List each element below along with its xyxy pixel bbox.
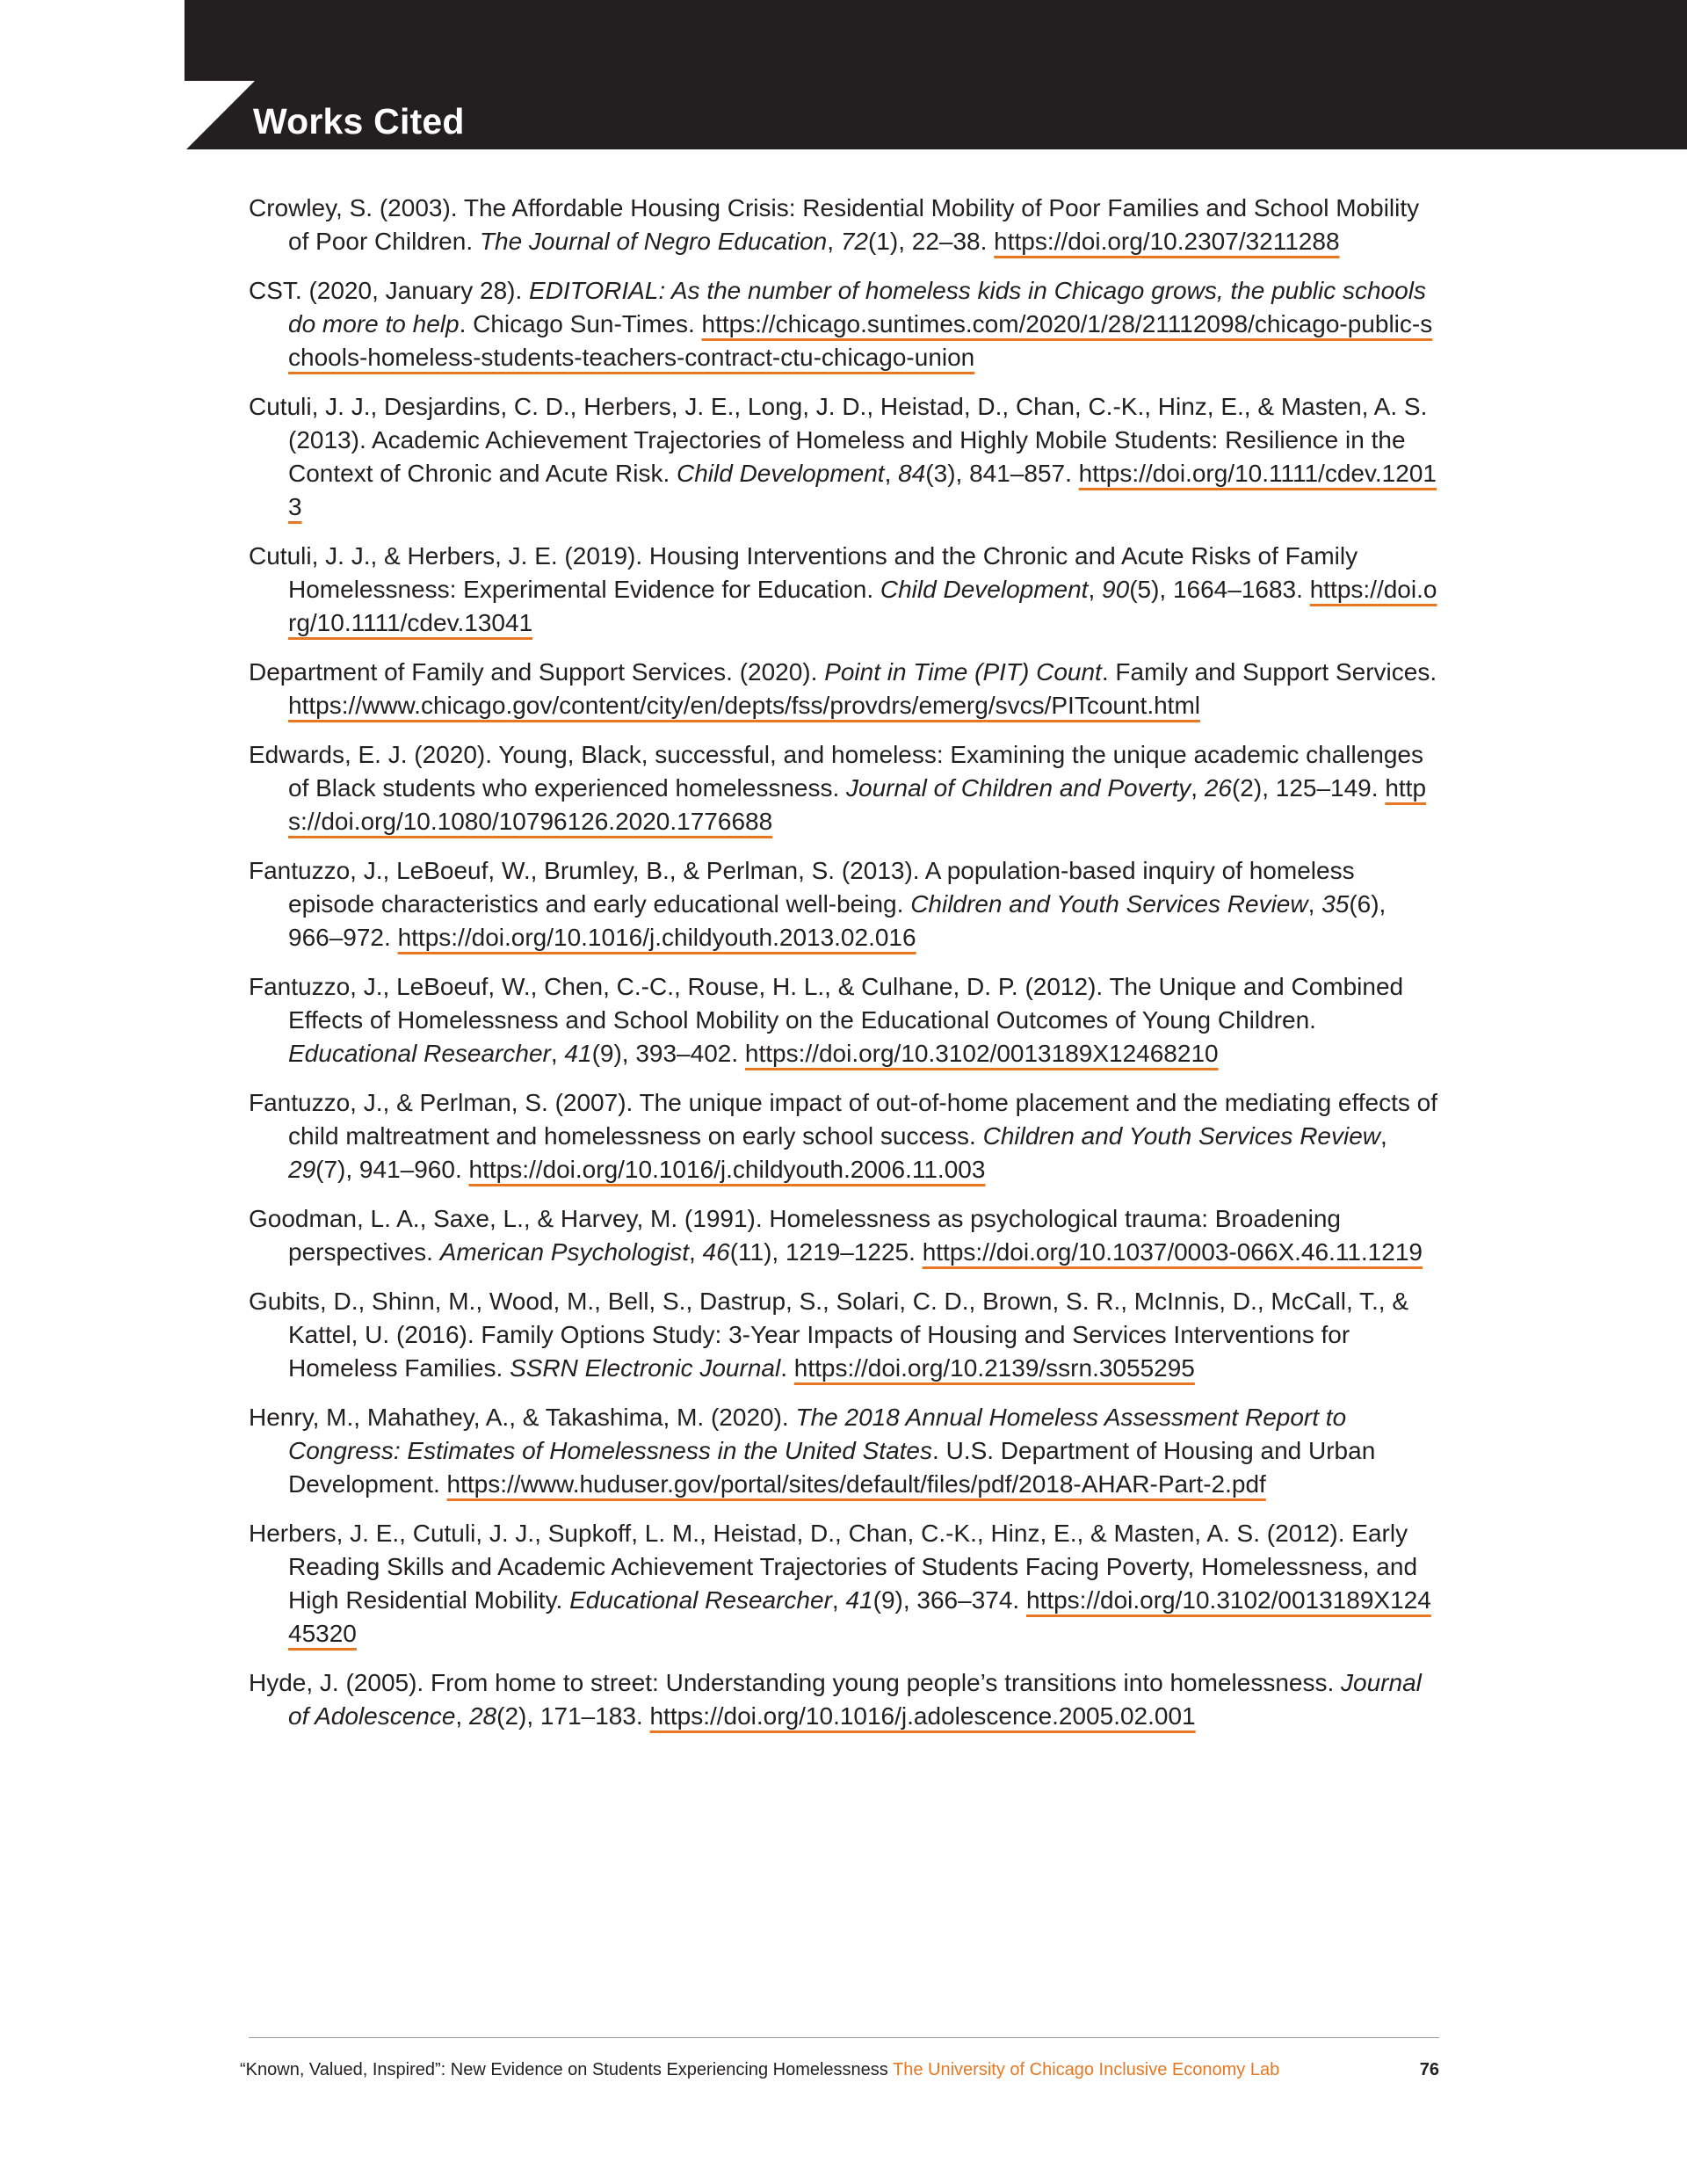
reference-italic-text: Children and Youth Services Review (910, 890, 1308, 918)
works-cited-list (249, 192, 1444, 1749)
reference-link[interactable]: https://doi.org/10.3102/0013189X12445320 (288, 1586, 1431, 1647)
reference-entry (249, 738, 1444, 838)
reference-italic-text: 41 (564, 1040, 592, 1067)
reference-link[interactable]: https://doi.org/10.1080/10796126.2020.1776688 (288, 774, 1427, 835)
reference-text: (3), 841–857. (925, 460, 1079, 487)
reference-link[interactable]: https://doi.org/10.1111/cdev.13041 (288, 576, 1437, 636)
reference-text: , (827, 228, 841, 255)
reference-text: (5), 1664–1683. (1129, 576, 1310, 603)
footer-report-title: “Known, Valued, Inspired”: New Evidence on Students Experiencing Homelessness (240, 2060, 888, 2079)
reference-entry (249, 1666, 1444, 1733)
reference-italic-text: Educational Researcher (288, 1040, 551, 1067)
reference-link[interactable]: https://doi.org/10.1016/j.childyouth.2013.02.016 (397, 924, 916, 951)
reference-text: , (688, 1238, 703, 1266)
reference-entry (249, 540, 1444, 640)
reference-italic-text: 26 (1204, 774, 1232, 802)
reference-italic-text: Child Development (677, 460, 885, 487)
page-footer (240, 2057, 1439, 2082)
reference-italic-text: Children and Youth Services Review (982, 1122, 1381, 1150)
reference-link[interactable]: https://doi.org/10.2139/ssrn.3055295 (793, 1354, 1195, 1382)
reference-link[interactable]: https://doi.org/10.2307/3211288 (994, 228, 1340, 255)
reference-text: Gubits, D., Shinn, M., Wood, M., Bell, S., Dastrup, S., Solari, C. D., Brown, S. R., McInnis, D., McCall, T., & Kattel, U. (2016). Family Options Study: 3-Year Impacts of Housing and Services Interventions for Homeless Families. (249, 1288, 1409, 1382)
reference-italic-text: The 2018 Annual Homeless Assessment Report to Congress: Estimates of Homelessness in the United States (288, 1404, 1347, 1464)
reference-italic-text: 46 (702, 1238, 730, 1266)
reference-text: (6), 966–972. (288, 890, 1387, 951)
reference-text: . Chicago Sun-Times. (459, 310, 702, 337)
reference-entry (249, 970, 1444, 1070)
reference-text: , (550, 1040, 565, 1067)
reference-text: (7), 941–960. (315, 1156, 469, 1183)
reference-text: Hyde, J. (2005). From home to street: Understanding young people’s transitions into homelessness. (249, 1669, 1342, 1696)
reference-italic-text: 29 (288, 1156, 316, 1183)
reference-text: , (884, 460, 899, 487)
reference-text: (11), 1219–1225. (729, 1238, 923, 1266)
reference-text: . (780, 1354, 794, 1382)
reference-entry (249, 274, 1444, 374)
reference-link[interactable]: https://www.huduser.gov/portal/sites/default/files/pdf/2018-AHAR-Part-2.pdf (446, 1470, 1266, 1498)
reference-entry (249, 192, 1444, 258)
reference-text: , (1380, 1122, 1387, 1150)
reference-link[interactable]: https://doi.org/10.1111/cdev.12013 (288, 460, 1437, 520)
reference-text: (1), 22–38. (867, 228, 995, 255)
reference-text: Crowley, S. (2003). The Affordable Housing Crisis: Residential Mobility of Poor Families and School Mobility of Poor Children. (249, 194, 1420, 255)
reference-entry (249, 1517, 1444, 1651)
reference-text: Fantuzzo, J., LeBoeuf, W., Chen, C.-C., Rouse, H. L., & Culhane, D. P. (2012). The Unique and Combined Effects of Homelessness and School Mobility on the Educational Outcomes of Young Children. (249, 973, 1404, 1034)
reference-text: Cutuli, J. J., Desjardins, C. D., Herbers, J. E., Long, J. D., Heistad, D., Chan, C.-K., Hinz, E., & Masten, A. S. (2013). Academic Achievement Trajectories of Homeless and Highly Mobile Students: Resilience in the Context of Chronic and Acute Risk. (249, 393, 1428, 487)
reference-text: Fantuzzo, J., & Perlman, S. (2007). The unique impact of out-of-home placement and the mediating effects of child maltreatment and homelessness on early school success. (249, 1089, 1438, 1150)
reference-italic-text: EDITORIAL: As the number of homeless kids in Chicago grows, the public schools do more to help (288, 277, 1426, 337)
reference-italic-text: American Psychologist (439, 1238, 689, 1266)
reference-text: Fantuzzo, J., LeBoeuf, W., Brumley, B., & Perlman, S. (2013). A population-based inquiry of homeless episode characteristics and early educational well-being. (249, 857, 1355, 918)
reference-text: CST. (2020, January 28). (249, 277, 530, 304)
reference-link[interactable]: https://doi.org/10.1037/0003-066X.46.11.1219 (922, 1238, 1423, 1266)
reference-entry (249, 1401, 1444, 1501)
reference-entry (249, 854, 1444, 954)
reference-italic-text: 84 (898, 460, 926, 487)
reference-text: , (1307, 890, 1322, 918)
reference-text: Herbers, J. E., Cutuli, J. J., Supkoff, L. M., Heistad, D., Chan, C.-K., Hinz, E., & Masten, A. S. (2012). Early Reading Skills and Academic Achievement Trajectories of Students Facing Poverty, Homelessness, and High Residential Mobility. (249, 1520, 1418, 1614)
reference-link[interactable]: https://doi.org/10.1016/j.adolescence.2005.02.001 (649, 1702, 1196, 1730)
reference-italic-text: Child Development (880, 576, 1089, 603)
reference-entry (249, 1285, 1444, 1385)
reference-text: Cutuli, J. J., & Herbers, J. E. (2019). Housing Interventions and the Chronic and Acute Risks of Family Homelessness: Experimental Evidence for Education. (249, 542, 1358, 603)
reference-italic-text: SSRN Electronic Journal (510, 1354, 781, 1382)
reference-link[interactable]: https://doi.org/10.3102/0013189X12468210 (744, 1040, 1219, 1067)
reference-text: , (831, 1586, 846, 1614)
page-title: Works Cited (253, 101, 465, 141)
footer-organization: The University of Chicago Inclusive Economy Lab (893, 2060, 1280, 2079)
reference-italic-text: 72 (840, 228, 868, 255)
reference-text: Goodman, L. A., Saxe, L., & Harvey, M. (1991). Homelessness as psychological trauma: Broadening perspectives. (249, 1205, 1341, 1266)
page-number: 76 (1419, 2060, 1439, 2079)
reference-text: Henry, M., Mahathey, A., & Takashima, M. (2020). (249, 1404, 796, 1431)
header-notch (185, 81, 255, 151)
reference-text: . Family and Support Services. (1101, 658, 1437, 686)
reference-italic-text: 41 (845, 1586, 873, 1614)
reference-text: (2), 125–149. (1231, 774, 1386, 802)
reference-link[interactable]: https://doi.org/10.1016/j.childyouth.2006.11.003 (468, 1156, 986, 1183)
reference-italic-text: Journal of Children and Poverty (846, 774, 1191, 802)
reference-text: , (1088, 576, 1103, 603)
reference-entry (249, 656, 1444, 722)
reference-entry (249, 1086, 1444, 1186)
reference-entry (249, 390, 1444, 524)
reference-text: (9), 393–402. (591, 1040, 745, 1067)
reference-italic-text: 90 (1102, 576, 1130, 603)
reference-italic-text: 28 (468, 1702, 497, 1730)
reference-italic-text: The Journal of Negro Education (479, 228, 828, 255)
reference-text: , (1191, 774, 1205, 802)
reference-italic-text: Journal of Adolescence (288, 1669, 1422, 1730)
reference-entry (249, 1202, 1444, 1269)
reference-italic-text: 35 (1321, 890, 1350, 918)
reference-link[interactable]: https://chicago.suntimes.com/2020/1/28/21112098/chicago-public-schools-homeless-students-teachers-contract-ctu-chicago-union (288, 310, 1433, 371)
reference-text: (2), 171–183. (496, 1702, 650, 1730)
reference-text: Department of Family and Support Services. (2020). (249, 658, 825, 686)
reference-link[interactable]: https://www.chicago.gov/content/city/en/depts/fss/provdrs/emerg/svcs/PITcount.html (288, 692, 1201, 719)
reference-text: . U.S. Department of Housing and Urban Development. (288, 1437, 1376, 1498)
reference-italic-text: Educational Researcher (569, 1586, 832, 1614)
reference-italic-text: Point in Time (PIT) Count (824, 658, 1102, 686)
footer-divider (249, 2037, 1439, 2038)
reference-text: , (455, 1702, 469, 1730)
reference-text: (9), 366–374. (872, 1586, 1026, 1614)
reference-text: Edwards, E. J. (2020). Young, Black, successful, and homeless: Examining the unique academic challenges of Black students who experienced homelessness. (249, 741, 1423, 802)
